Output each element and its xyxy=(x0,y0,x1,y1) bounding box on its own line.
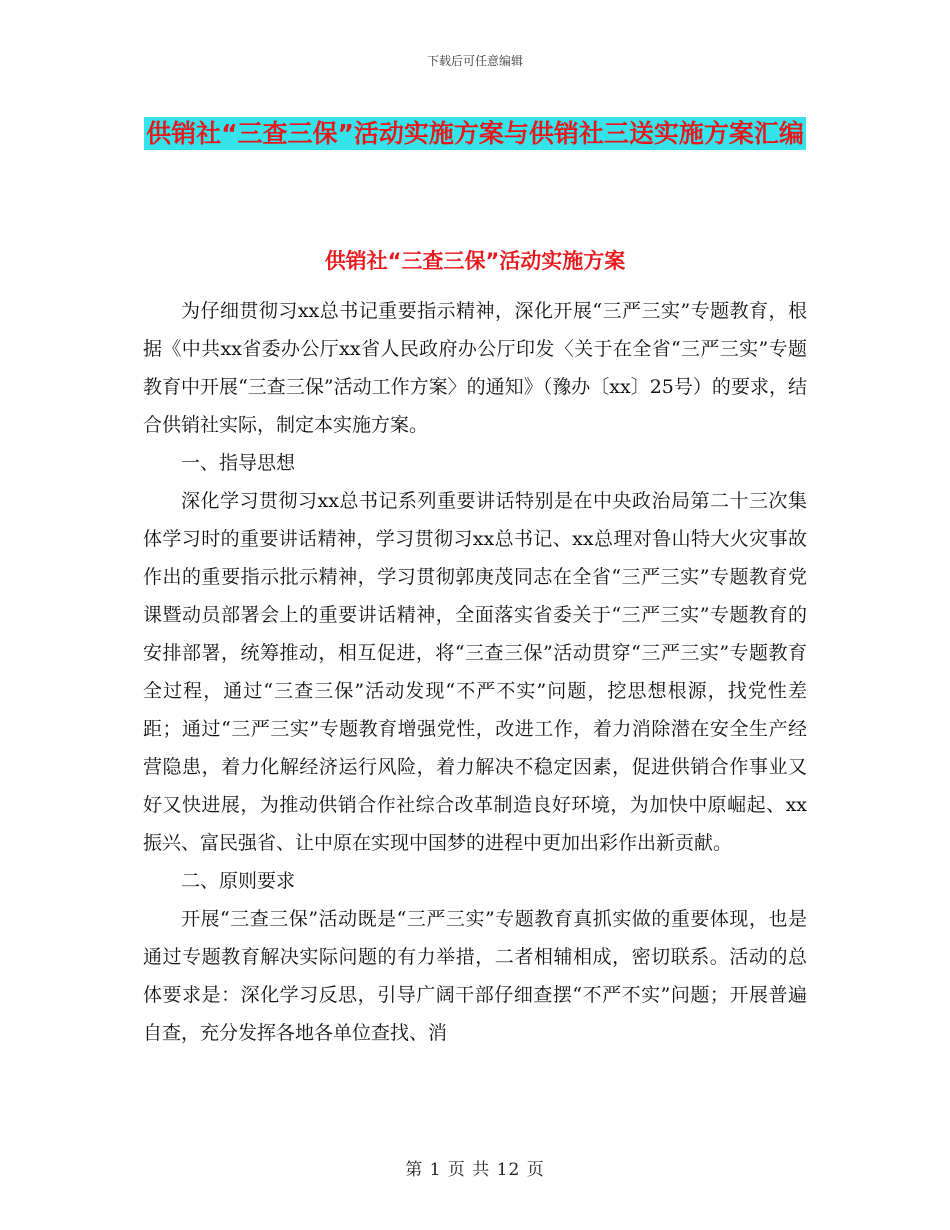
section-title: 供销社“三查三保”活动实施方案 xyxy=(324,249,626,273)
paragraph-principles: 开展“三查三保”活动既是“三严三实”专题教育真抓实做的重要体现，也是通过专题教育解决实际问题的有力举措，二者相辅相成，密切联系。活动的总体要求是：深化学习反思，引导广阔干部仔细查摆“不严不实”问题；开展普遍自查，充分发挥各地各单位查找、消 xyxy=(143,908,807,1044)
paragraph-intro: 为仔细贯彻习xx总书记重要指示精神，深化开展“三严三实”专题教育，根据《中共xx省委办公厅xx省人民政府办公厅印发〈关于在全省“三严三实”专题教育中开展“三查三保”活动工作方案〉的通知》（豫办〔xx〕25号）的要求，结合供销社实际，制定本实施方案。 xyxy=(143,300,807,436)
header-note: 下载后可任意编辑 xyxy=(426,54,523,68)
paragraph-guiding-thought: 深化学习贯彻习xx总书记系列重要讲话特别是在中央政治局第二十三次集体学习时的重要讲话精神，学习贯彻习xx总书记、xx总理对鲁山特大火灾事故作出的重要指示批示精神，学习贯彻郭庚茂同志在全省“三严三实”专题教育党课暨动员部署会上的重要讲话精神，全面落实省委关于“三严三实”专题教育的安排部署，统筹推动，相互促进，将“三查三保”活动贯穿“三严三实”专题教育全过程，通过“三查三保”活动发现“不严不实”问题，挖思想根源，找党性差距；通过“三严三实”专题教育增强党性，改进工作，着力消除潜在安全生产经营隐患，着力化解经济运行风险，着力解决不稳定因素，促进供销合作事业又好又快进展，为推动供销合作社综合改革制造良好环境，为加快中原崛起、xx振兴、富民强省、让中原在实现中国梦的进程中更加出彩作出新贡献。 xyxy=(143,490,807,854)
heading-principles: 二、原则要求 xyxy=(181,870,296,892)
page-footer: 第 1 页 共 12 页 xyxy=(405,1160,545,1180)
document-title-text: 供销社“三查三保”活动实施方案与供销社三送实施方案汇编 xyxy=(146,119,804,148)
heading-guiding-thought: 一、指导思想 xyxy=(181,452,296,474)
document-body xyxy=(143,292,807,1052)
document-title xyxy=(140,110,810,158)
